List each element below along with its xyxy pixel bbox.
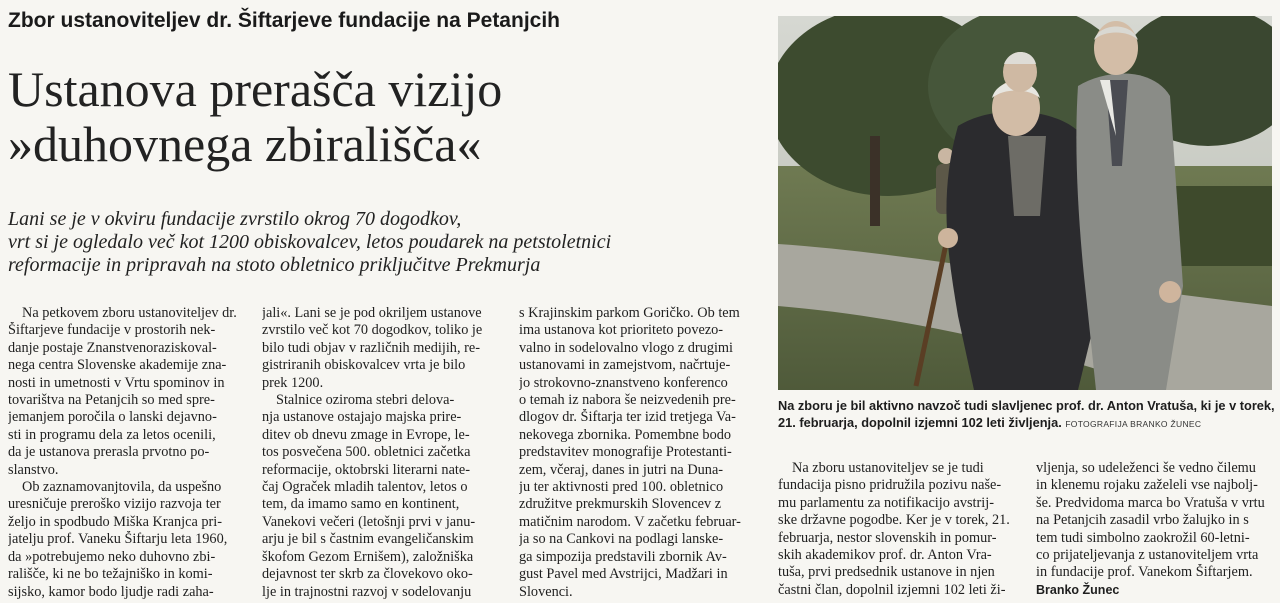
- body-column-3: [519, 305, 764, 601]
- text-line: fundacija pisno pridružila pozivu naše-: [778, 477, 1002, 494]
- headline-line-2: »duhovnega zbirališča«: [8, 116, 482, 172]
- text-line: Ob zaznamovanjtovila, da uspešno: [22, 479, 222, 496]
- text-line: ga simpozija predstavili zbornik Av-: [519, 548, 727, 565]
- text-line: predstavitev monografije Protestanti-: [519, 444, 732, 461]
- text-line: častni član, dopolnil izjemni 102 leti ži-: [778, 581, 1006, 598]
- photo-caption: [778, 397, 1275, 433]
- text-line: jali«. Lani se je pod okriljem ustanove: [262, 305, 482, 321]
- text-line: valno in sodelovalno vlogo z drugimi: [519, 339, 734, 356]
- text-line: ditev ob dnevu zmage in Evrope, le-: [262, 426, 470, 443]
- text-line: zem, včeraj, danes in jutri na Duna-: [519, 461, 724, 478]
- lead-paragraph: [8, 208, 768, 277]
- text-line: co prijateljevanja z ustanoviteljem vrta: [1036, 547, 1259, 564]
- text-line: lje in trajnostni razvoj v sodelovanju: [262, 583, 472, 600]
- text-line: združitve prekmurskih Slovencev z: [519, 496, 722, 513]
- text-line: ima ustanova kot prioriteto povezo-: [519, 322, 724, 339]
- text-line: gust Pavel med Avstrijci, Madžari in: [519, 566, 728, 583]
- text-line: sijsko, kamor bodo ljudje radi zaha-: [8, 583, 214, 600]
- text-line: Šiftarjeve fundacije v prostorih nek-: [8, 322, 216, 339]
- text-line: tem tudi simbolno zaokrožil 60-letni-: [1036, 529, 1250, 546]
- article-photo: [778, 16, 1272, 390]
- text-line: dejavnost ter skrb za človekovo oko-: [262, 566, 473, 583]
- text-line: danje postaje Znanstvenoraziskoval-: [8, 339, 217, 356]
- text-line: še. Predvidoma marca bo Vratuša v vrtu: [1036, 494, 1265, 511]
- text-line: reformacije, oktobrski literarni nate-: [262, 461, 471, 478]
- text-line: tos posvečena 500. obletnici začetka: [262, 444, 471, 461]
- text-line: nosti in umetnosti v Vrtu spominov in: [8, 374, 225, 391]
- photo-illustration: [778, 16, 1272, 390]
- text-line: prek 1200.: [262, 374, 324, 391]
- text-line: Slovenci.: [519, 583, 573, 600]
- text-line: dlogov dr. Šiftarja ter izid tretjega Va-: [519, 409, 736, 426]
- text-line: nega centra Slovenske akademije zna-: [8, 357, 227, 374]
- text-line: škofom Gezom Ernišem), založniška: [262, 548, 474, 565]
- text-line: jo strokovno-znanstveno konferenco: [519, 374, 728, 391]
- text-line: bilo tudi objav v različnih medijih, re-: [262, 339, 480, 356]
- lead-line-1: Lani se je v okviru fundacije zvrstilo okrog 70 dogodkov,: [8, 208, 462, 230]
- headline-line-1: Ustanova prerašča vizijo: [8, 61, 503, 117]
- text-line: ske državne pogodbe. Ker je v torek, 21.: [778, 512, 1010, 529]
- text-line: mu parlamentu za notifikacijo avstrij-: [778, 494, 994, 511]
- text-line: da »potrebujemo neko duhovno zbi-: [8, 548, 216, 565]
- text-line: Na zboru ustanoviteljev se je tudi: [792, 460, 984, 476]
- headline: [8, 62, 768, 172]
- text-line: sti in programu dela za letos ocenili,: [8, 426, 216, 443]
- text-line: ustanovami in zamejstvom, načrtuje-: [519, 357, 731, 374]
- text-line: arju je bil s častnim evangeličanskim: [262, 531, 474, 548]
- text-line: in klenemu rojaku zaželeli vse najbolj-: [1036, 477, 1258, 494]
- text-line: rališče, ki ne bo težajniško in komi-: [8, 566, 213, 583]
- text-line: Na petkovem zboru ustanoviteljev dr.: [22, 305, 237, 321]
- caption-line-1: Na zboru je bil aktivno navzoč tudi slavljenec prof. dr. Anton Vratuša, ki je v torek,: [778, 398, 1275, 413]
- photo-credit: FOTOGRAFIJA BRANKO ŽUNEC: [1065, 419, 1202, 429]
- text-line: jatelju prof. Vaneku Šiftarju leta 1960,: [8, 531, 228, 548]
- text-line: matičnim narodom. V začetku februar-: [519, 513, 741, 530]
- text-line: nekovega zbornika. Pomembne bodo: [519, 426, 732, 443]
- text-line: uresničuje preroško vizijo razvoja ter: [8, 496, 221, 513]
- author-byline: Branko Žunec: [1036, 582, 1120, 597]
- text-line: in fundacije prof. Vanekom Šiftarjem.: [1036, 564, 1253, 581]
- text-line: Vanekovi večeri (letošnji prvi v janu-: [262, 513, 476, 530]
- text-line: s Krajinskim parkom Goričko. Ob tem: [519, 305, 740, 321]
- caption-line-2: 21. februarja, dopolnil izjemni 102 leti življenja.: [778, 415, 1062, 430]
- body-column-5: [1036, 460, 1276, 599]
- text-line: da je ustanova prerasla prvotno po-: [8, 444, 210, 461]
- text-line: vljenja, so udeleženci še vedno čilemu: [1036, 460, 1256, 476]
- text-line: nja ustanove ostajajo majska prire-: [262, 409, 462, 426]
- text-line: ja so na Cankovi na podlagi lanske-: [519, 531, 724, 548]
- text-line: Stalnice oziroma stebri delova-: [276, 392, 455, 409]
- lead-line-2: vrt si je ogledalo več kot 1200 obiskovalcev, letos poudarek na petstoletnici: [8, 231, 612, 253]
- kicker: Zbor ustanoviteljev dr. Šiftarjeve fundacije na Petanjcih: [8, 9, 560, 32]
- body-column-4: [778, 460, 1018, 599]
- text-line: jemanjem poročila o lanski dejavno-: [8, 409, 217, 426]
- text-line: skih akademikov prof. dr. Anton Vra-: [778, 547, 992, 564]
- text-line: željo in spodbudo Miška Kranjca pri-: [8, 513, 223, 530]
- text-line: o temah iz nabora še neizvedenih pre-: [519, 392, 736, 409]
- text-line: zvrstilo več kot 70 dogodkov, toliko je: [262, 322, 483, 339]
- text-line: ju ter aktivnosti pred 100. obletnico: [519, 479, 724, 496]
- body-column-2: [262, 305, 502, 601]
- text-line: gistriranih obiskovalcev vrta je bilo: [262, 357, 466, 374]
- lead-line-3: reformacije in pripravah na stoto obletnico priključitve Prekmurja: [8, 254, 541, 276]
- text-line: slanstvo.: [8, 461, 59, 478]
- text-line: na Petanjcih zasadil vrbo žalujko in s: [1036, 512, 1249, 529]
- text-line: tem, da imamo samo en kontinent,: [262, 496, 460, 513]
- body-column-1: [8, 305, 248, 601]
- text-line: čaj Ograček mladih talentov, letos o: [262, 479, 468, 496]
- text-line: tovarištva na Petanjcih so med spre-: [8, 392, 215, 409]
- text-line: februarja, nestor slovenskih in pomur-: [778, 529, 997, 546]
- text-line: tuša, prvi predsednik ustanove in njen: [778, 564, 995, 581]
